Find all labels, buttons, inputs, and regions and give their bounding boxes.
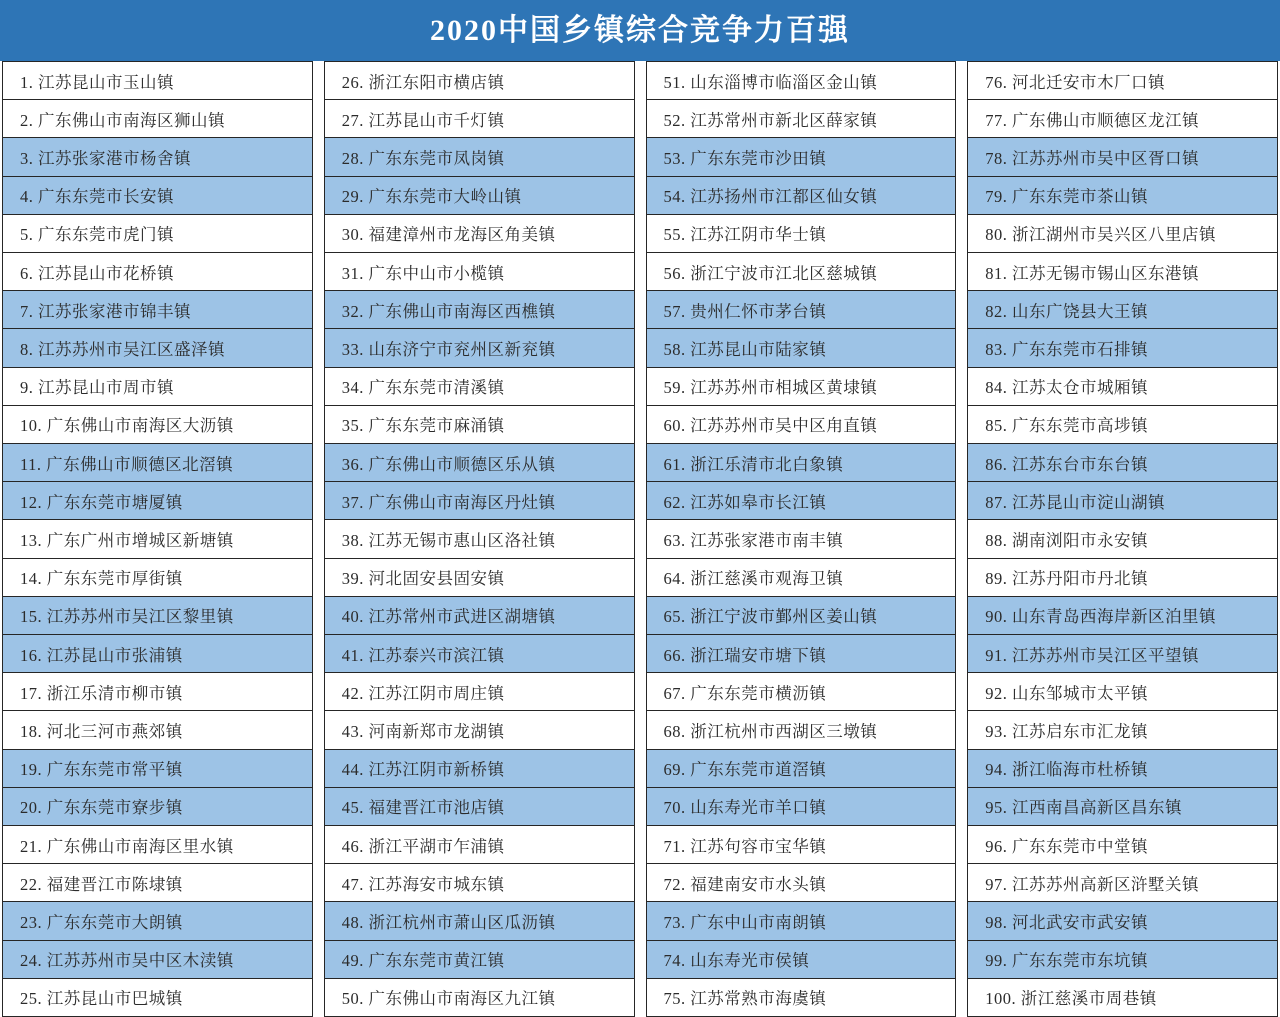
list-item: 23. 广东东莞市大朗镇	[2, 901, 313, 940]
list-item: 33. 山东济宁市兖州区新兖镇	[324, 328, 635, 367]
list-item: 99. 广东东莞市东坑镇	[967, 940, 1278, 979]
list-item: 14. 广东东莞市厚街镇	[2, 558, 313, 597]
list-item: 48. 浙江杭州市萧山区瓜沥镇	[324, 901, 635, 940]
list-item: 92. 山东邹城市太平镇	[967, 672, 1278, 711]
list-item: 20. 广东东莞市寮步镇	[2, 787, 313, 826]
list-item: 86. 江苏东台市东台镇	[967, 443, 1278, 482]
list-item: 72. 福建南安市水头镇	[646, 863, 957, 902]
list-item: 98. 河北武安市武安镇	[967, 901, 1278, 940]
list-item: 26. 浙江东阳市横店镇	[324, 61, 635, 100]
list-item: 94. 浙江临海市杜桥镇	[967, 749, 1278, 788]
list-item: 71. 江苏句容市宝华镇	[646, 825, 957, 864]
ranking-column-1	[2, 61, 313, 1017]
list-item: 70. 山东寿光市羊口镇	[646, 787, 957, 826]
list-item: 52. 江苏常州市新北区薛家镇	[646, 99, 957, 138]
list-item: 59. 江苏苏州市相城区黄埭镇	[646, 367, 957, 406]
list-item: 89. 江苏丹阳市丹北镇	[967, 558, 1278, 597]
list-item: 76. 河北迁安市木厂口镇	[967, 61, 1278, 100]
list-item: 83. 广东东莞市石排镇	[967, 328, 1278, 367]
list-item: 87. 江苏昆山市淀山湖镇	[967, 481, 1278, 520]
list-item: 5. 广东东莞市虎门镇	[2, 214, 313, 253]
list-item: 6. 江苏昆山市花桥镇	[2, 252, 313, 291]
list-item: 97. 江苏苏州高新区浒墅关镇	[967, 863, 1278, 902]
list-item: 36. 广东佛山市顺德区乐从镇	[324, 443, 635, 482]
list-item: 18. 河北三河市燕郊镇	[2, 710, 313, 749]
list-item: 2. 广东佛山市南海区狮山镇	[2, 99, 313, 138]
list-item: 40. 江苏常州市武进区湖塘镇	[324, 596, 635, 635]
list-item: 61. 浙江乐清市北白象镇	[646, 443, 957, 482]
list-item: 57. 贵州仁怀市茅台镇	[646, 290, 957, 329]
list-item: 29. 广东东莞市大岭山镇	[324, 176, 635, 215]
list-item: 9. 江苏昆山市周市镇	[2, 367, 313, 406]
list-item: 67. 广东东莞市横沥镇	[646, 672, 957, 711]
list-item: 37. 广东佛山市南海区丹灶镇	[324, 481, 635, 520]
list-item: 96. 广东东莞市中堂镇	[967, 825, 1278, 864]
list-item: 68. 浙江杭州市西湖区三墩镇	[646, 710, 957, 749]
list-item: 15. 江苏苏州市吴江区黎里镇	[2, 596, 313, 635]
list-item: 53. 广东东莞市沙田镇	[646, 137, 957, 176]
list-item: 50. 广东佛山市南海区九江镇	[324, 978, 635, 1017]
list-item: 75. 江苏常熟市海虞镇	[646, 978, 957, 1017]
list-item: 11. 广东佛山市顺德区北滘镇	[2, 443, 313, 482]
list-item: 43. 河南新郑市龙湖镇	[324, 710, 635, 749]
list-item: 69. 广东东莞市道滘镇	[646, 749, 957, 788]
list-item: 63. 江苏张家港市南丰镇	[646, 519, 957, 558]
list-item: 62. 江苏如皋市长江镇	[646, 481, 957, 520]
list-item: 42. 江苏江阴市周庄镇	[324, 672, 635, 711]
list-item: 16. 江苏昆山市张浦镇	[2, 634, 313, 673]
list-item: 39. 河北固安县固安镇	[324, 558, 635, 597]
list-item: 31. 广东中山市小榄镇	[324, 252, 635, 291]
list-item: 73. 广东中山市南朗镇	[646, 901, 957, 940]
list-item: 60. 江苏苏州市吴中区甪直镇	[646, 405, 957, 444]
list-item: 82. 山东广饶县大王镇	[967, 290, 1278, 329]
list-item: 56. 浙江宁波市江北区慈城镇	[646, 252, 957, 291]
list-item: 100. 浙江慈溪市周巷镇	[967, 978, 1278, 1017]
list-item: 45. 福建晋江市池店镇	[324, 787, 635, 826]
list-item: 55. 江苏江阴市华士镇	[646, 214, 957, 253]
list-item: 8. 江苏苏州市吴江区盛泽镇	[2, 328, 313, 367]
list-item: 64. 浙江慈溪市观海卫镇	[646, 558, 957, 597]
list-item: 95. 江西南昌高新区昌东镇	[967, 787, 1278, 826]
ranking-column-4	[967, 61, 1278, 1017]
list-item: 58. 江苏昆山市陆家镇	[646, 328, 957, 367]
ranking-table	[0, 61, 1280, 1017]
list-item: 81. 江苏无锡市锡山区东港镇	[967, 252, 1278, 291]
list-item: 3. 江苏张家港市杨舍镇	[2, 137, 313, 176]
list-item: 21. 广东佛山市南海区里水镇	[2, 825, 313, 864]
list-item: 46. 浙江平湖市乍浦镇	[324, 825, 635, 864]
list-item: 65. 浙江宁波市鄞州区姜山镇	[646, 596, 957, 635]
list-item: 85. 广东东莞市高埗镇	[967, 405, 1278, 444]
list-item: 1. 江苏昆山市玉山镇	[2, 61, 313, 100]
list-item: 35. 广东东莞市麻涌镇	[324, 405, 635, 444]
list-item: 74. 山东寿光市侯镇	[646, 940, 957, 979]
list-item: 91. 江苏苏州市吴江区平望镇	[967, 634, 1278, 673]
page-title-bar	[0, 0, 1280, 61]
list-item: 30. 福建漳州市龙海区角美镇	[324, 214, 635, 253]
list-item: 17. 浙江乐清市柳市镇	[2, 672, 313, 711]
list-item: 25. 江苏昆山市巴城镇	[2, 978, 313, 1017]
list-item: 47. 江苏海安市城东镇	[324, 863, 635, 902]
list-item: 66. 浙江瑞安市塘下镇	[646, 634, 957, 673]
list-item: 49. 广东东莞市黄江镇	[324, 940, 635, 979]
list-item: 78. 江苏苏州市吴中区胥口镇	[967, 137, 1278, 176]
list-item: 90. 山东青岛西海岸新区泊里镇	[967, 596, 1278, 635]
list-item: 77. 广东佛山市顺德区龙江镇	[967, 99, 1278, 138]
ranking-column-3	[646, 61, 957, 1017]
list-item: 22. 福建晋江市陈埭镇	[2, 863, 313, 902]
list-item: 12. 广东东莞市塘厦镇	[2, 481, 313, 520]
list-item: 13. 广东广州市增城区新塘镇	[2, 519, 313, 558]
list-item: 84. 江苏太仓市城厢镇	[967, 367, 1278, 406]
list-item: 28. 广东东莞市凤岗镇	[324, 137, 635, 176]
list-item: 34. 广东东莞市清溪镇	[324, 367, 635, 406]
list-item: 38. 江苏无锡市惠山区洛社镇	[324, 519, 635, 558]
list-item: 7. 江苏张家港市锦丰镇	[2, 290, 313, 329]
page-title: 2020中国乡镇综合竞争力百强	[430, 13, 850, 47]
list-item: 93. 江苏启东市汇龙镇	[967, 710, 1278, 749]
list-item: 88. 湖南浏阳市永安镇	[967, 519, 1278, 558]
list-item: 54. 江苏扬州市江都区仙女镇	[646, 176, 957, 215]
list-item: 4. 广东东莞市长安镇	[2, 176, 313, 215]
list-item: 44. 江苏江阴市新桥镇	[324, 749, 635, 788]
ranking-column-2	[324, 61, 635, 1017]
list-item: 41. 江苏泰兴市滨江镇	[324, 634, 635, 673]
list-item: 32. 广东佛山市南海区西樵镇	[324, 290, 635, 329]
list-item: 24. 江苏苏州市吴中区木渎镇	[2, 940, 313, 979]
list-item: 27. 江苏昆山市千灯镇	[324, 99, 635, 138]
list-item: 80. 浙江湖州市吴兴区八里店镇	[967, 214, 1278, 253]
list-item: 19. 广东东莞市常平镇	[2, 749, 313, 788]
list-item: 10. 广东佛山市南海区大沥镇	[2, 405, 313, 444]
list-item: 51. 山东淄博市临淄区金山镇	[646, 61, 957, 100]
list-item: 79. 广东东莞市茶山镇	[967, 176, 1278, 215]
